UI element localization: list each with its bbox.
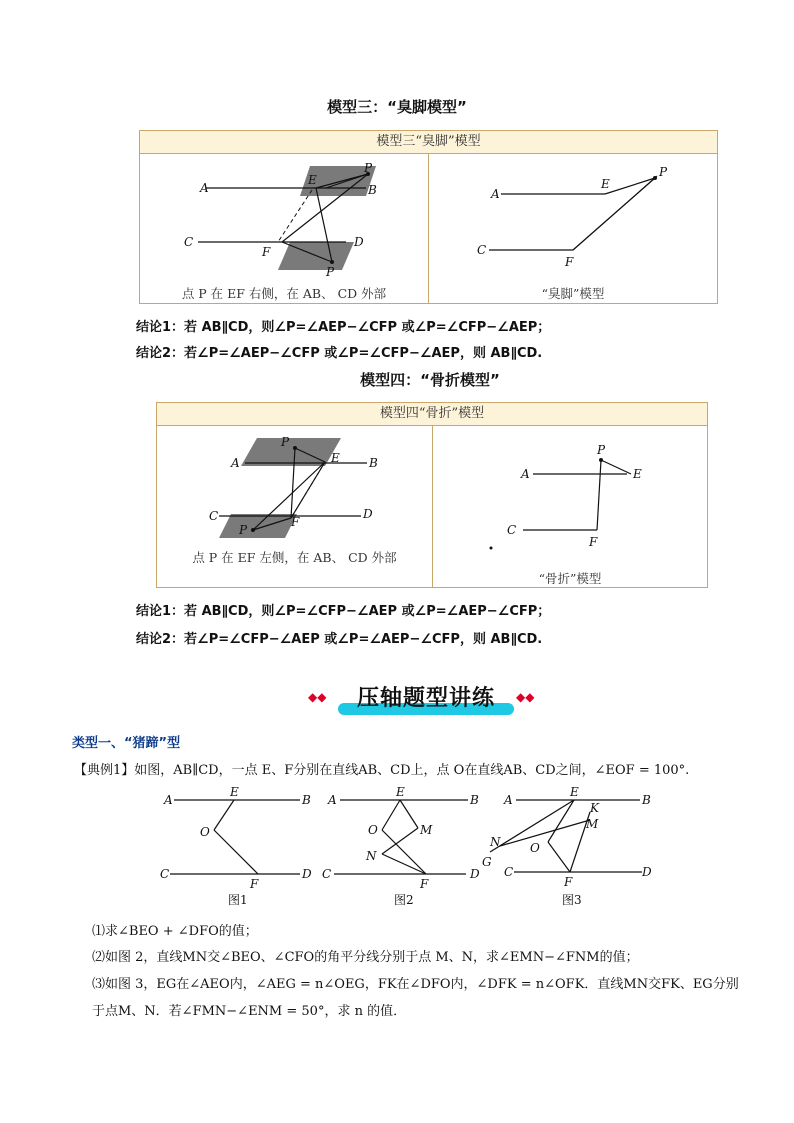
label-B: B — [368, 183, 377, 197]
fig3-label-G: G — [482, 855, 492, 869]
label-F: F — [262, 245, 271, 259]
label-C: C — [507, 523, 517, 537]
banner-diamond-right-icon: ◆◆ — [516, 690, 535, 704]
label-P2: P — [239, 523, 248, 537]
fig1-label-F: F — [250, 877, 259, 891]
model3-left-caption: 点 P 在 EF 右侧，在 AB、 CD 外部 — [181, 286, 387, 301]
model3-right-caption: “臭脚”模型 — [541, 286, 605, 301]
label-A: A — [521, 467, 530, 481]
fig2-label-E: E — [396, 785, 405, 799]
fig2-label-C: C — [322, 867, 332, 881]
model4-right-diagram — [433, 426, 707, 586]
fig3-label-B: B — [642, 793, 651, 807]
fig1-label-D: D — [302, 867, 312, 881]
fig3-label-C: C — [504, 865, 514, 879]
example1-figures — [150, 782, 670, 912]
model3-conclusion2: 结论2：若∠P=∠AEP−∠CFP 或∠P=∠CFP−∠AEP，则 AB∥CD. — [136, 346, 543, 361]
label-F: F — [565, 255, 574, 269]
label-E: E — [331, 451, 340, 465]
fig1-caption: 图1 — [228, 893, 248, 907]
label-P: P — [364, 161, 373, 175]
type1-title: 类型一、“猪蹄”型 — [72, 736, 181, 751]
section-banner — [338, 681, 514, 715]
banner-diamond-left-icon: ◆◆ — [308, 690, 327, 704]
example1-q1: ⑴求∠BEO + ∠DFO的值； — [92, 924, 258, 939]
label-B: B — [369, 456, 378, 470]
fig3-label-F: F — [564, 875, 573, 889]
example1-q3-line1: ⑶如图 3，EG在∠AEO内，∠AEG = n∠OEG，FK在∠DFO内，∠DFK = n∠OFK．直线MN交FK、EG分别 — [92, 977, 739, 992]
label-C: C — [184, 235, 194, 249]
model3-right-diagram — [429, 154, 717, 284]
fig2-label-A: A — [328, 793, 337, 807]
model3-conclusion1: 结论1：若 AB∥CD，则∠P=∠AEP−∠CFP 或∠P=∠CFP−∠AEP； — [136, 320, 551, 335]
fig2-label-F: F — [420, 877, 429, 891]
label-A: A — [200, 181, 209, 195]
label-E: E — [633, 467, 642, 481]
model3-table-header: 模型三“臭脚”模型 — [140, 131, 717, 154]
model4-conclusion1: 结论1：若 AB∥CD，则∠P=∠CFP−∠AEP 或∠P=∠AEP−∠CFP； — [136, 604, 551, 619]
label-P: P — [597, 443, 606, 457]
fig2-label-M: M — [420, 823, 433, 837]
label-A: A — [231, 456, 240, 470]
model3-table — [139, 130, 718, 304]
fig1-label-E: E — [230, 785, 239, 799]
plane-top — [241, 438, 341, 466]
label-P2: P — [326, 265, 335, 279]
fig1-label-B: B — [302, 793, 311, 807]
label-F: F — [291, 515, 300, 529]
banner-title: 压轴题型讲练 — [356, 686, 495, 711]
label-A: A — [491, 187, 500, 201]
fig3-label-A: A — [504, 793, 513, 807]
fig3-label-O: O — [530, 841, 540, 855]
section3-heading: 模型三：“臭脚模型” — [327, 98, 467, 116]
fig2-label-N: N — [366, 849, 377, 863]
model3-left-diagram — [140, 154, 428, 284]
fig3-caption: 图3 — [562, 893, 582, 907]
label-C: C — [477, 243, 487, 257]
fig2-caption: 图2 — [394, 893, 414, 907]
fig3-label-D: D — [642, 865, 652, 879]
model3-left-cell — [140, 154, 428, 303]
label-D: D — [354, 235, 364, 249]
label-F: F — [589, 535, 598, 549]
model4-left-cell — [157, 426, 432, 587]
model4-conclusion2: 结论2：若∠P=∠CFP−∠AEP 或∠P=∠AEP−∠CFP，则 AB∥CD. — [136, 632, 543, 647]
model4-right-caption: “骨折”模型 — [538, 571, 602, 586]
example1-q3-line2: 于点M、N．若∠FMN−∠ENM = 50°，求 n 的值． — [92, 1004, 407, 1019]
fig1-label-A: A — [164, 793, 173, 807]
model4-table — [156, 402, 708, 588]
label-P: P — [281, 435, 290, 449]
label-E: E — [601, 177, 610, 191]
model4-table-header: 模型四“骨折”模型 — [157, 403, 707, 426]
model3-right-cell — [429, 154, 717, 303]
model4-left-diagram — [157, 426, 432, 566]
label-D: D — [363, 507, 373, 521]
example1-q2: ⑵如图 2，直线MN交∠BEO、∠CFO的角平分线分别于点 M、N，求∠EMN−∠FNM的值； — [92, 950, 639, 965]
fig1-label-O: O — [200, 825, 210, 839]
model4-left-caption: 点 P 在 EF 左侧，在 AB、 CD 外部 — [192, 550, 397, 565]
label-C: C — [209, 509, 219, 523]
fig3-label-E: E — [570, 785, 579, 799]
section4-heading: 模型四：“骨折模型” — [360, 371, 500, 389]
fig2-label-D: D — [470, 867, 480, 881]
fig3-label-N: N — [490, 835, 501, 849]
fig2-label-O: O — [368, 823, 378, 837]
label-P: P — [659, 165, 668, 179]
example1-stem: 【典例1】如图，AB∥CD，一点 E、F分别在直线AB、CD上，点 O在直线AB、CD之间，∠EOF = 100°. — [74, 763, 690, 778]
fig3-label-M: M — [586, 817, 599, 831]
model4-right-cell — [433, 426, 707, 587]
fig1-label-C: C — [160, 867, 170, 881]
fig3-label-K: K — [590, 801, 599, 815]
label-E: E — [308, 173, 317, 187]
fig2-label-B: B — [470, 793, 479, 807]
